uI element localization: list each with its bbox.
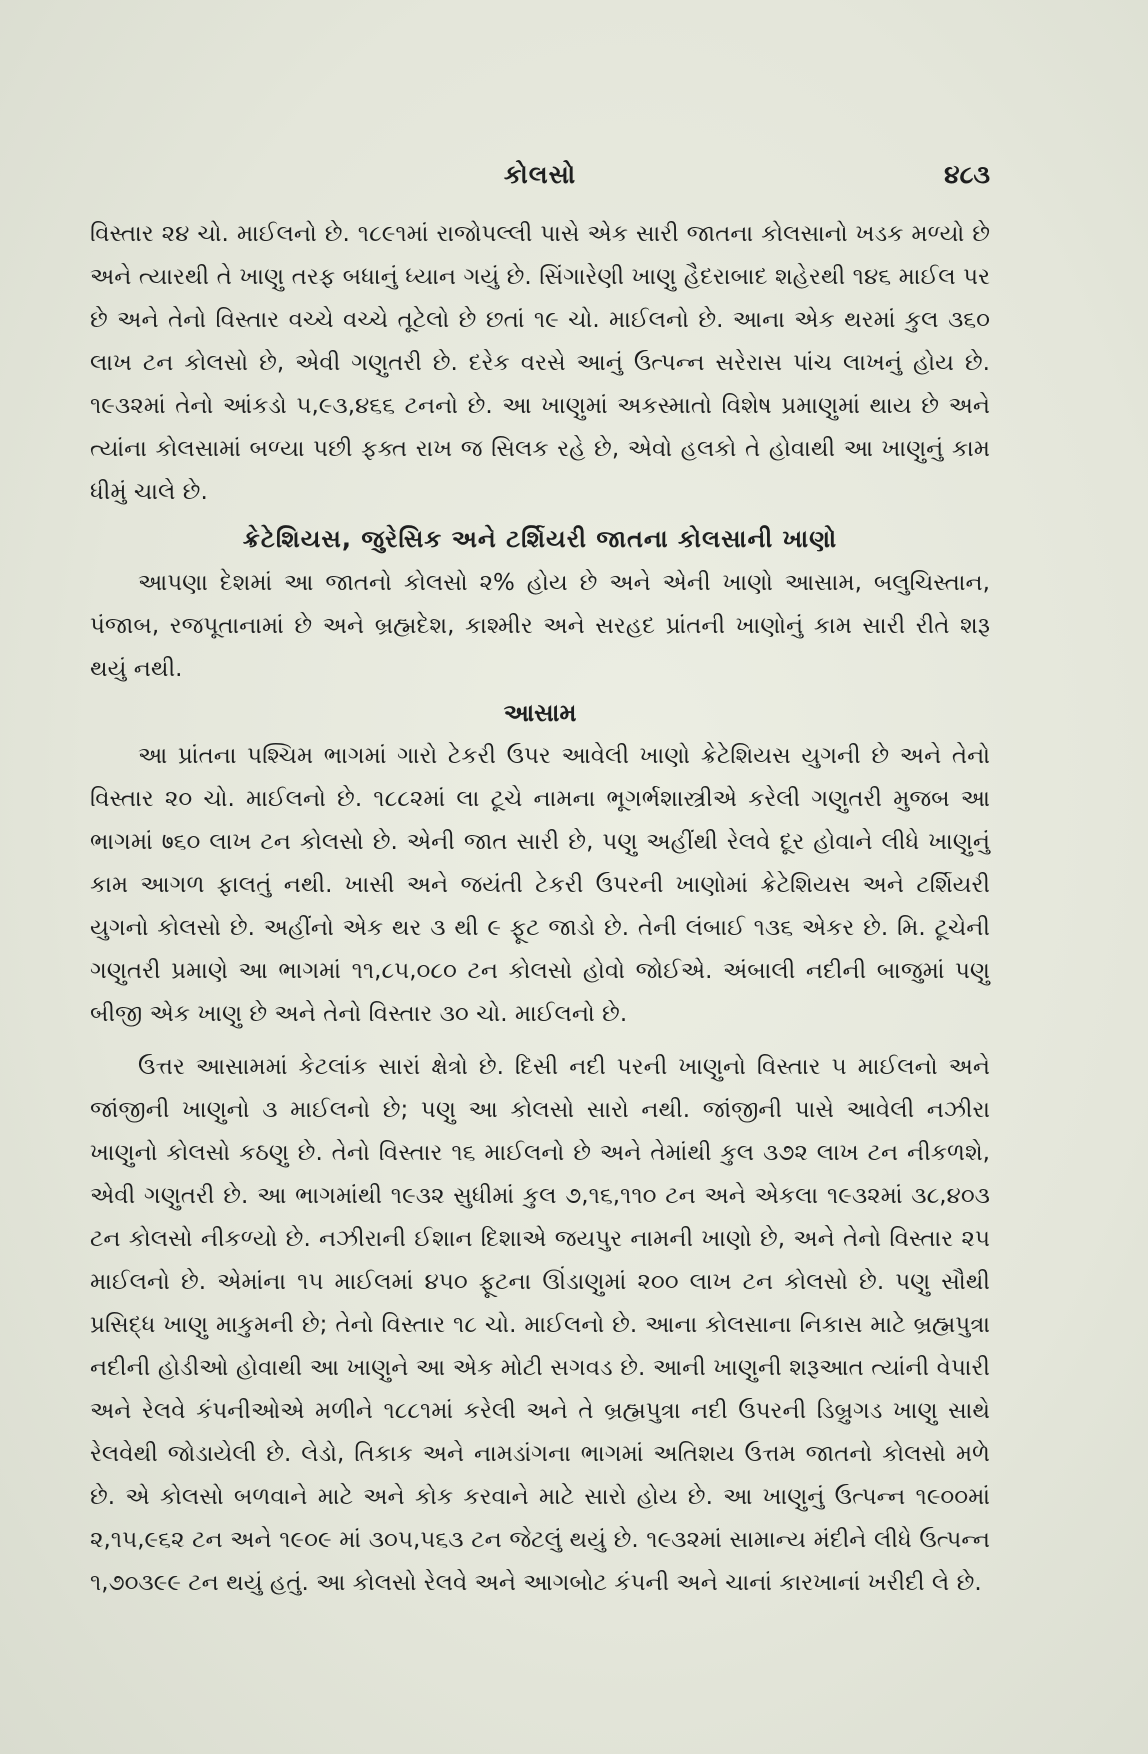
page-header [90,160,990,200]
running-title: કોલસો [503,160,577,189]
page-body [90,213,990,1605]
paragraph-assam-north: ઉત્તર આસામમાં કેટલાંક સારાં ક્ષેત્રો છે. દિસી નદી પરની ખાણુનો વિસ્તાર ૫ માઈલનો અને જાંજીની ખાણુનો ૩ માઈલનો છે; પણુ આ કોલસો સારો નથી. જાંજીની પાસે આવેલી નઝીરા ખાણુનો કોલસો કઠણુ છે. તેનો વિસ્તાર ૧૬ માઈલનો છે અને તેમાંથી કુલ ૩૭૨ લાખ ટન નીકળશે, એવી ગણુતરી છે. આ ભાગમાંથી ૧૯૩૨ સુધીમાં કુલ ૭,૧૬,૧૧૦ ટન અને એકલા ૧૯૩૨માં ૩૮,૪૦૩ ટન કોલસો નીકળ્યો છે. નઝીરાની ઈશાન દિશાએ જયપુર નામની ખાણો છે, અને તેનો વિસ્તાર ૨૫ માઈલનો છે. એમાંના ૧૫ માઈલમાં ૪૫૦ ફૂટના ઊંડાણુમાં ૨૦૦ લાખ ટન કોલસો છે. પણુ સૌથી પ્રસિદ્ધ ખાણુ માકુમની છે; તેનો વિસ્તાર ૧૮ ચો. માઈલનો છે. આના કોલસાના નિકાસ માટે બ્રહ્મપુત્રા નદીની હોડીઓ હોવાથી આ ખાણુને આ એક મોટી સગવડ છે. આની ખાણુની શરૂઆત ત્યાંની વેપારી અને રેલવે કંપનીઓએ મળીને ૧૮૮૧માં કરેલી અને તે બ્રહ્મપુત્રા નદી ઉપરની ડિબ્રુગડ ખાણુ સાથે રેલવેથી જોડાયેલી છે. લેડો, તિકાક અને નામડાંગના ભાગમાં અતિશય ઉત્તમ જાતનો કોલસો મળે છે. એ કોલસો બળવાને માટે અને કોક કરવાને માટે સારો હોય છે. આ ખાણુનું ઉત્પન્ન ૧૯૦૦માં ૨,૧૫,૯૬૨ ટન અને ૧૯૦૯ માં ૩૦૫,૫૬૩ ટન જેટલું થયું છે. ૧૯૩૨માં સામાન્ય મંદીને લીધે ઉત્પન્ન ૧,૭૦૩૯૯ ટન થયું હતું. આ કોલસો રેલવે અને આગબોટ કંપની અને ચાનાં કારખાનાં ખરીદી લે છે. [90,1054,990,1596]
section-heading-cretaceous: ક્રેટેશિયસ, જુરેસિક અને ટર્શિયરી જાતના કોલસાની ખાણો [242,525,838,553]
paragraph-singareni: વિસ્તાર ૨૪ ચો. માઈલનો છે. ૧૮૯૧માં રાજોપલ્લી પાસે એક સારી જાતના કોલસાનો ખડક મળ્યો છે અને ત્યારથી તે ખાણુ તરફ બધાનું ધ્યાન ગયું છે. સિંગારેણી ખાણુ હૈદરાબાદ શહેરથી ૧૪૬ માઈલ પર છે અને તેનો વિસ્તાર વચ્ચે વચ્ચે તૂટેલો છે છતાં ૧૯ ચો. માઈલનો છે. આના એક થરમાં કુલ ૩૬૦ લાખ ટન કોલસો છે, એવી ગણુતરી છે. દરેક વરસે આનું ઉત્પન્ન સરેરાસ પાંચ લાખનું હોય છે. ૧૯૩૨માં તેનો આંકડો ૫,૯૩,૪૬૬ ટનનો છે. આ ખાણુમાં અકસ્માતો વિશેષ પ્રમાણુમાં થાય છે અને ત્યાંના કોલસામાં બળ્યા પછી ફક્ત રાખ જ સિલક રહે છે, એવો હલકો તે હોવાથી આ ખાણુનું કામ ધીમું ચાલે છે. [90,221,990,505]
paragraph-cretaceous-intro: આપણા દેશમાં આ જાતનો કોલસો ૨% હોય છે અને એની ખાણો આસામ, બલુચિસ્તાન, પંજાબ, રજપૂતાનામાં છે અને બ્રહ્મદેશ, કાશ્મીર અને સરહદ પ્રાંતની ખાણોનું કામ સારી રીતે શરૂ થયું નથી. [90,570,990,682]
paragraph-assam-west: આ પ્રાંતના પશ્ચિમ ભાગમાં ગારો ટેકરી ઉપર આવેલી ખાણો ક્રેટેશિયસ યુગની છે અને તેનો વિસ્તાર ૨૦ ચો. માઈલનો છે. ૧૮૮૨માં લા ટૂચે નામના ભૂગર્ભશાસ્ત્રીએ કરેલી ગણુતરી મુજબ આ ભાગમાં ७૬૦ લાખ ટન કોલસો છે. એની જાત સારી છે, પણુ અહીંથી રેલવે દૂર હોવાને લીધે ખાણુનું કામ આગળ ફાલતું નથી. ખાસી અને જયંતી ટેકરી ઉપરની ખાણોમાં ક્રેટેશિયસ અને ટર્શિયરી યુગનો કોલસો છે. અહીંનો એક થર ૩ થી ૯ ફૂટ જાડો છે. તેની લંબાઈ ૧૩૬ એકર છે. મિ. ટૂચેની ગણુતરી પ્રમાણે આ ભાગમાં ૧૧,૮૫,૦૮૦ ટન કોલસો હોવો જોઈએ. અંબાલી નદીની બાજુમાં પણુ બીજી એક ખાણુ છે અને તેનો વિસ્તાર ૩૦ ચો. માઈલનો છે. [90,743,990,1027]
page-number: ૪૮૩ [944,160,990,189]
section-heading-assam: આસામ [503,699,577,727]
